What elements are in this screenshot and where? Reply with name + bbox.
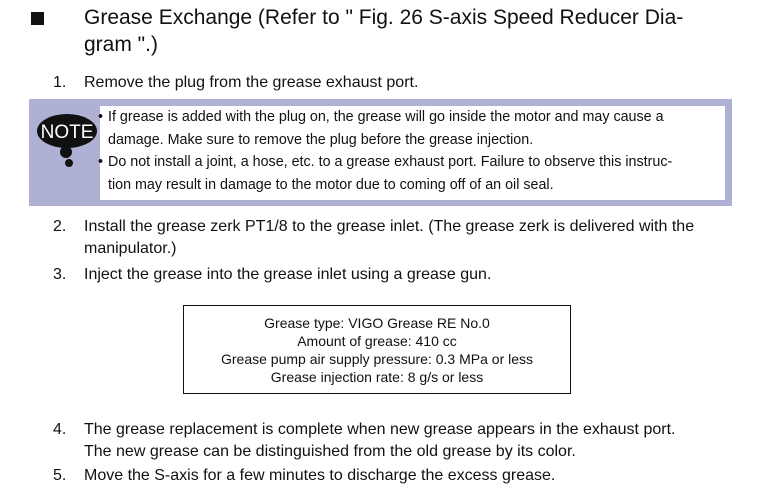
step-text-3: Inject the grease into the grease inlet using a grease gun. <box>84 266 492 283</box>
section-heading <box>84 4 724 58</box>
step-text-4-line-2: The new grease can be distinguished from the old grease by its color. <box>84 443 576 460</box>
note-bullet: • <box>98 154 104 170</box>
step-number-5: 5. <box>53 467 67 484</box>
section-title-line-2: gram ".) <box>84 33 158 56</box>
spec-injection-rate: Grease injection rate: 8 g/s or less <box>270 369 484 385</box>
note-item-1-line-1: If grease is added with the plug on, the grease will go inside the motor and may cause a <box>108 109 664 125</box>
step-number-4: 4. <box>53 421 67 438</box>
step-text-2-line-1: Install the grease zerk PT1/8 to the grease inlet. (The grease zerk is delivered with the <box>84 218 695 235</box>
spec-pump-pressure: Grease pump air supply pressure: 0.3 MPa or less <box>220 351 534 367</box>
note-speech-bubble-icon <box>36 110 102 170</box>
step-text-2 <box>84 216 744 260</box>
spec-grease-amount: Amount of grease: 410 cc <box>297 333 457 349</box>
step-text-4-line-1: The grease replacement is complete when new grease appears in the exhaust port. <box>84 421 676 438</box>
step-number-2: 2. <box>53 218 67 235</box>
spec-grease-type: Grease type: VIGO Grease RE No.0 <box>264 315 490 331</box>
note-item-2-line-2: tion may result in damage to the motor due to coming off of an oil seal. <box>108 176 554 193</box>
step-number-1: 1. <box>53 74 67 91</box>
step-text-1: Remove the plug from the grease exhaust port. <box>84 74 419 91</box>
step-text-4 <box>84 419 744 463</box>
note-icon-label: NOTE <box>40 122 94 143</box>
note-item-2 <box>98 151 738 196</box>
note-icon <box>36 110 102 170</box>
note-item-1-line-2: damage. Make sure to remove the plug before the grease injection. <box>108 131 534 148</box>
note-content <box>100 106 725 200</box>
note-item-2-line-1: Do not install a joint, a hose, etc. to a grease exhaust port. Failure to observe this instruc- <box>108 154 673 170</box>
grease-spec-box <box>183 305 571 394</box>
note-item-1 <box>98 106 738 151</box>
step-number-3: 3. <box>53 266 67 283</box>
step-text-5: Move the S-axis for a few minutes to discharge the excess grease. <box>84 467 556 484</box>
section-bullet <box>31 12 44 25</box>
note-box <box>29 99 732 206</box>
section-title-line-1: Grease Exchange (Refer to " Fig. 26 S-axis Speed Reducer Dia- <box>84 6 684 29</box>
note-bullet: • <box>98 109 104 125</box>
step-text-2-line-2: manipulator.) <box>84 240 177 257</box>
